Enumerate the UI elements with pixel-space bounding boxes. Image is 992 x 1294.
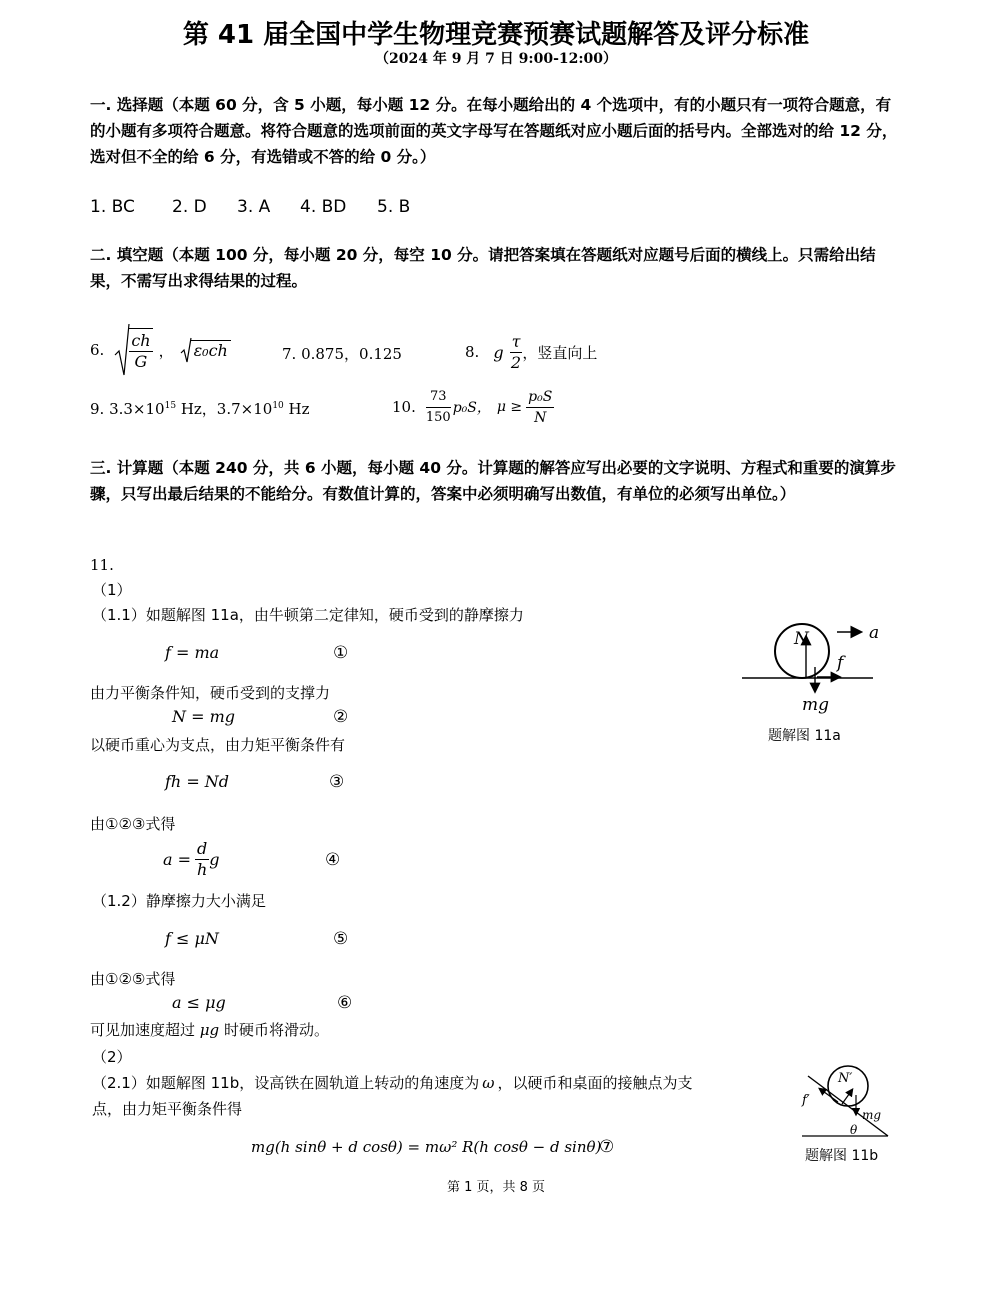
answer-10	[392, 384, 554, 430]
answer-2: 2. D	[172, 197, 207, 217]
label-mg: mg	[862, 1108, 882, 1122]
conclusion-mu-g: μg	[199, 1021, 220, 1039]
q6-separator: ，	[158, 341, 174, 360]
q10-f2-top: p₀S	[526, 387, 554, 408]
q8-number: 8.	[465, 343, 480, 361]
part-2-1-text-line1	[92, 1072, 692, 1093]
eq4-frac-top: d	[197, 838, 208, 858]
eq4-lhs: a =	[163, 849, 192, 869]
equation-5-marker: ⑤	[333, 929, 349, 949]
eq4-frac-bottom: h	[197, 859, 208, 879]
q8-frac-top: τ	[511, 331, 521, 351]
exam-date: （2024 年 9 月 7 日 9:00-12:00）	[374, 51, 618, 67]
equation-2-marker: ②	[333, 707, 349, 727]
q6-sqrt-fraction	[114, 323, 152, 377]
p21-text-b: ，以硬币和桌面的接触点为支	[497, 1074, 693, 1092]
section2-heading: 二. 填空题（本题 100 分，每小题 20 分，每空 10 分。请把答案填在答题纸对应题号后面的横线上。只需给出结果，不需写出求得结果的过程。	[90, 246, 876, 290]
section3-heading: 三. 计算题（本题 240 分，共 6 小题，每小题 40 分。计算题的解答应写出必要的文字说明、方程式和重要的演算步骤，只写出最后结果的不能给分。有数值计算的，答案中必须明确写出数值，有单位的必须写出单位。）	[90, 459, 896, 503]
q10-f1-after: p₀S，	[452, 400, 491, 416]
section1-heading: 一. 选择题（本题 60 分，含 5 小题，每小题 12 分。在每小题给出的 4 个选项中，有的小题只有一项符合题意，有的小题有多项符合题意。将符合题意的选项前面的英文字母写在答题纸对应小题后面的括号内。全部选对的给 12 分，选对但不全的给 6 分，有选错或不答的给 0 分。）	[90, 96, 898, 166]
part-2-label: （2）	[92, 1048, 132, 1066]
answer-4: 4. BD	[300, 197, 347, 217]
equation-4-marker: ④	[325, 850, 341, 870]
q9-exp2: 10	[272, 401, 284, 411]
q6-frac-top: ch	[131, 331, 151, 350]
q10-number: 10.	[392, 398, 416, 416]
q8-g: g	[493, 342, 504, 362]
label-a: a	[869, 623, 880, 643]
part-1-1-text: （1.1）如题解图 11a，由牛顿第二定律知，硬币受到的静摩擦力	[92, 606, 524, 624]
equation-2: N = mg	[172, 707, 235, 726]
support-force-text: 由力平衡条件知，硬币受到的支撑力	[90, 684, 331, 702]
label-N: N	[794, 629, 809, 649]
equation-7-marker: ⑦	[599, 1137, 615, 1157]
figure-11a-caption: 题解图 11a	[768, 728, 841, 744]
q10-f1-top: 73	[426, 387, 451, 408]
q9-exp1: 15	[164, 401, 177, 411]
answer-9	[90, 398, 310, 419]
equation-7: mg(h sinθ + d cosθ) = mω² R(h cosθ − d sinθ)	[251, 1138, 602, 1156]
q9-part2: Hz，3.7×10	[176, 400, 273, 418]
q9-part3: Hz	[283, 400, 310, 418]
eq4-g: g	[209, 849, 220, 869]
part-1-label: （1）	[92, 581, 132, 599]
q6-rad2: ε₀ch	[191, 340, 231, 360]
label-mg: mg	[802, 695, 830, 715]
radical-sign-icon	[114, 323, 130, 377]
part-2-1-text-line2: 点，由力矩平衡条件得	[92, 1100, 243, 1118]
figure-11a-diagram	[740, 615, 900, 721]
label-theta: θ	[850, 1123, 858, 1137]
normal-force-arrow	[842, 1090, 852, 1104]
answer-1: 1. BC	[90, 197, 135, 217]
q9-part1: 9. 3.3×10	[90, 400, 165, 418]
q8-rest: ，竖直向上	[522, 343, 598, 362]
q10-f1-bottom: 150	[425, 409, 451, 425]
equation-6-marker: ⑥	[337, 993, 353, 1013]
equation-6: a ≤ μg	[172, 993, 226, 1012]
equation-4	[163, 836, 220, 882]
answer-8	[465, 330, 597, 374]
sliding-conclusion	[90, 1019, 329, 1040]
answer-5: 5. B	[377, 197, 411, 217]
label-f-prime: f′	[802, 1093, 810, 1108]
equation-5: f ≤ μN	[165, 929, 219, 948]
q6-sqrt-2	[180, 337, 231, 363]
problem-11-number: 11.	[90, 556, 114, 574]
equation-1-marker: ①	[333, 643, 349, 663]
from-123-text: 由①②③式得	[90, 815, 176, 833]
q8-frac-bottom: 2	[510, 352, 522, 372]
page-title: 第 41 届全国中学生物理竞赛预赛试题解答及评分标准	[182, 20, 810, 50]
equation-3-marker: ③	[329, 772, 345, 792]
q10-f2-bottom: N	[534, 409, 547, 426]
from-125-text: 由①②⑤式得	[90, 970, 176, 988]
equation-1: f = ma	[165, 643, 220, 662]
answer-3: 3. A	[237, 197, 271, 217]
figure-11b-diagram	[798, 1062, 898, 1142]
q10-mu: μ ≥	[496, 399, 523, 415]
label-f: f	[837, 653, 844, 673]
p21-text-a: （2.1）如题解图 11b，设高铁在圆轨道上转动的角速度为	[92, 1074, 480, 1092]
label-N-prime: N′	[838, 1071, 853, 1086]
answer-7: 7. 0.875，0.125	[282, 345, 402, 363]
part-1-2-text: （1.2）静摩擦力大小满足	[92, 892, 266, 910]
conclusion-part-b: 时硬币将滑动。	[223, 1021, 329, 1039]
torque-text: 以硬币重心为支点，由力矩平衡条件有	[90, 736, 346, 754]
p21-omega: ω	[482, 1074, 495, 1092]
answer-6	[90, 322, 231, 378]
q6-frac-bottom: G	[134, 352, 148, 371]
equation-3: fh = Nd	[165, 772, 230, 791]
figure-11b-caption: 题解图 11b	[805, 1148, 879, 1164]
page-number: 第 1 页，共 8 页	[446, 1180, 546, 1195]
q6-number: 6.	[90, 341, 105, 359]
conclusion-part-a: 可见加速度超过	[90, 1021, 196, 1039]
